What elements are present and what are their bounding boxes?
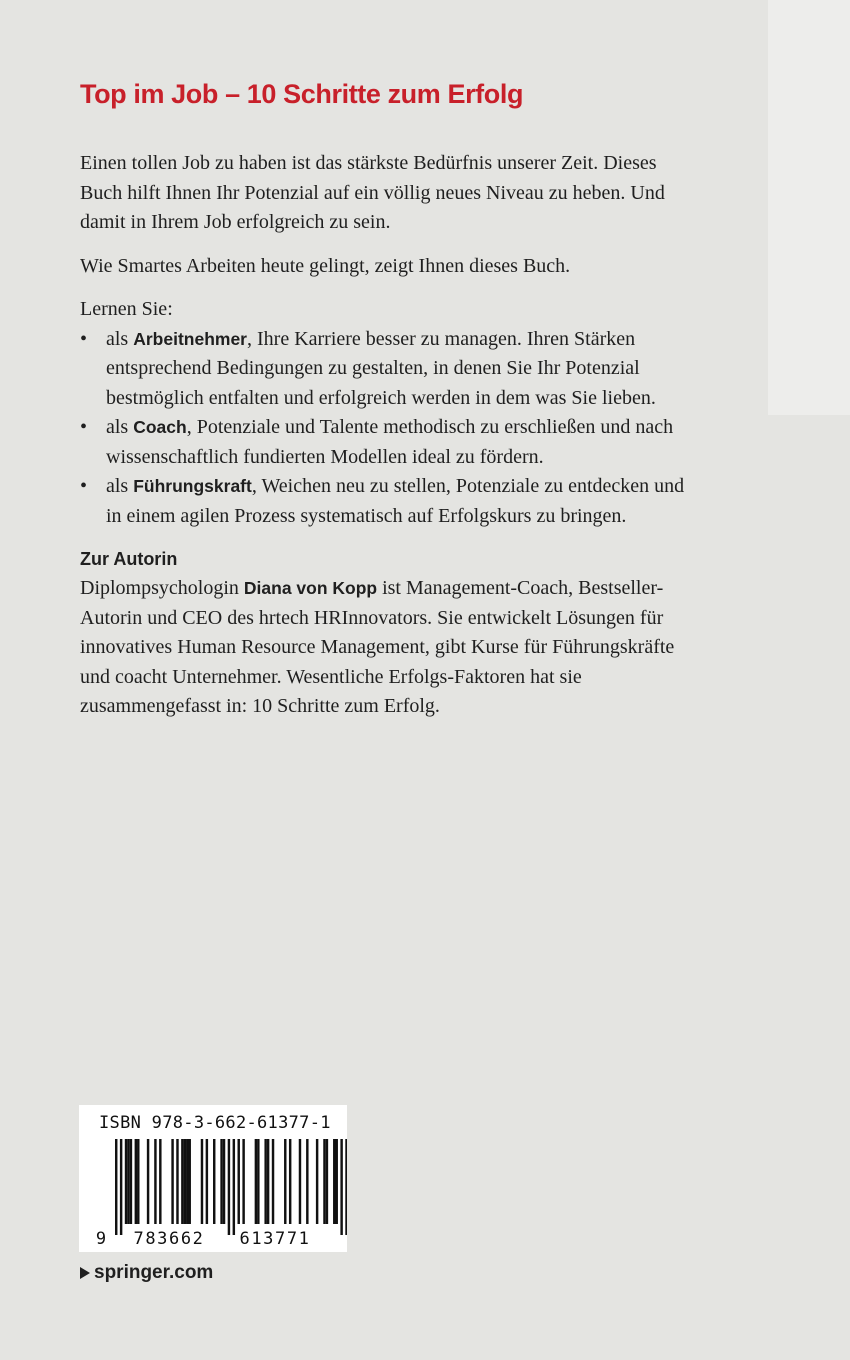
author-prefix: Diplompsychologin [80,577,244,599]
intro-paragraph: Einen tollen Job zu haben ist das stärkste Bedürfnis unserer Zeit. Dieses Buch hilft Ihnen Ihr Potenzial auf ein völlig neues Niveau zu heben. Und damit in Ihrem Job erfolgreich zu sein. [80,152,665,233]
back-cover-text [80,76,690,722]
barcode-bar [127,1139,129,1224]
list-item-leader [80,472,690,531]
play-arrow-icon [80,1267,90,1279]
barcode-bar [189,1139,191,1224]
barcode-bar [264,1139,266,1224]
barcode-bar [323,1139,325,1224]
author-text: ist Management-Coach, Bestseller-Autorin und CEO des hrtech HRInnovators. Sie entwickelt Lösungen für innovatives Human Resource Management, gibt Kurse für Führungskräfte und coacht Unternehmer. Wesentliche Erfolgs-Faktoren hat sie zusammengefasst in: 10 Schritte zum Erfolg. [80,577,675,717]
bullet-prefix: als [106,475,134,497]
barcode-bar [284,1139,286,1224]
barcode-right-digits: 613771 [239,1229,311,1249]
barcode-bar [272,1139,274,1224]
isbn-label: ISBN 978-3-662-61377-1 [99,1113,331,1133]
barcode-bar [176,1139,178,1224]
isbn-barcode [79,1105,347,1252]
bullet-keyword: Coach [133,417,187,437]
barcode-first-digit: 9 [95,1229,107,1249]
barcode-bar [135,1139,137,1224]
publisher-label: springer.com [94,1262,214,1283]
barcode-bars [115,1139,347,1235]
author-heading: Zur Autorin [80,549,178,569]
barcode-bar [171,1139,173,1224]
barcode-bar [213,1139,215,1224]
barcode-bar [223,1139,225,1224]
barcode-bar [186,1139,188,1224]
bullet-text: , Weichen neu zu stellen, Potenziale zu entdecken und in einem agilen Prozess systematisch auf Erfolgskurs zu bringen. [106,475,685,527]
publisher-link[interactable] [80,1262,213,1284]
barcode-bar [233,1139,235,1235]
barcode-bar [306,1139,308,1224]
bullet-text: , Potenziale und Talente methodisch zu erschließen und nach wissenschaftlich fundierten Modellen ideal zu fördern. [106,416,674,468]
barcode-bar [120,1139,122,1235]
bullet-icon: • [80,416,88,438]
barcode-bar [255,1139,257,1224]
barcode-bar [154,1139,156,1224]
list-item-employee [80,325,690,414]
barcode-bar [137,1139,139,1224]
barcode-bar [340,1139,342,1235]
barcode-bar [125,1139,127,1224]
barcode-bar [316,1139,318,1224]
audience-list [80,325,690,532]
barcode-bar [220,1139,222,1224]
barcode-bar [228,1139,230,1235]
barcode-bar [238,1139,240,1224]
barcode-bar [299,1139,301,1224]
barcode-bar [130,1139,132,1224]
author-bio [80,574,690,722]
bullet-keyword: Führungskraft [133,476,252,496]
barcode-bar [181,1139,183,1224]
barcode-left-digits: 783662 [133,1229,205,1249]
learn-lead-in: Lernen Sie: [80,298,173,320]
barcode-bar [336,1139,338,1224]
barcode-bar [257,1139,259,1224]
book-title: Top im Job – 10 Schritte zum Erfolg [80,79,524,109]
barcode-bar [115,1139,117,1235]
barcode-bar [326,1139,328,1224]
barcode-bar [201,1139,203,1224]
bullet-icon: • [80,327,88,350]
cover-side-strip [768,0,850,415]
bullet-prefix: als [106,416,134,438]
barcode-bar [267,1139,269,1224]
bullet-text: , Ihre Karriere besser zu managen. Ihren Stärken entsprechend Bedingungen zu gestalten, in denen Sie Ihr Potenzial bestmöglich entfalten und erfolgreich werden in dem was Sie lieben. [106,327,656,409]
author-name: Diana von Kopp [243,578,378,598]
bullet-prefix: als [106,327,134,350]
barcode-bar [184,1139,186,1224]
smart-work-paragraph: Wie Smartes Arbeiten heute gelingt, zeigt Ihnen dieses Buch. [80,254,571,277]
list-item-coach [80,413,690,472]
barcode-bar [159,1139,161,1224]
bullet-icon: • [80,475,88,497]
barcode-bar [345,1139,347,1235]
barcode-bar [242,1139,244,1224]
barcode-bar [147,1139,149,1224]
barcode-graphic [79,1105,347,1252]
barcode-bar [206,1139,208,1224]
barcode-bar [333,1139,335,1224]
bullet-keyword: Arbeitnehmer [133,328,247,349]
barcode-bar [289,1139,291,1224]
